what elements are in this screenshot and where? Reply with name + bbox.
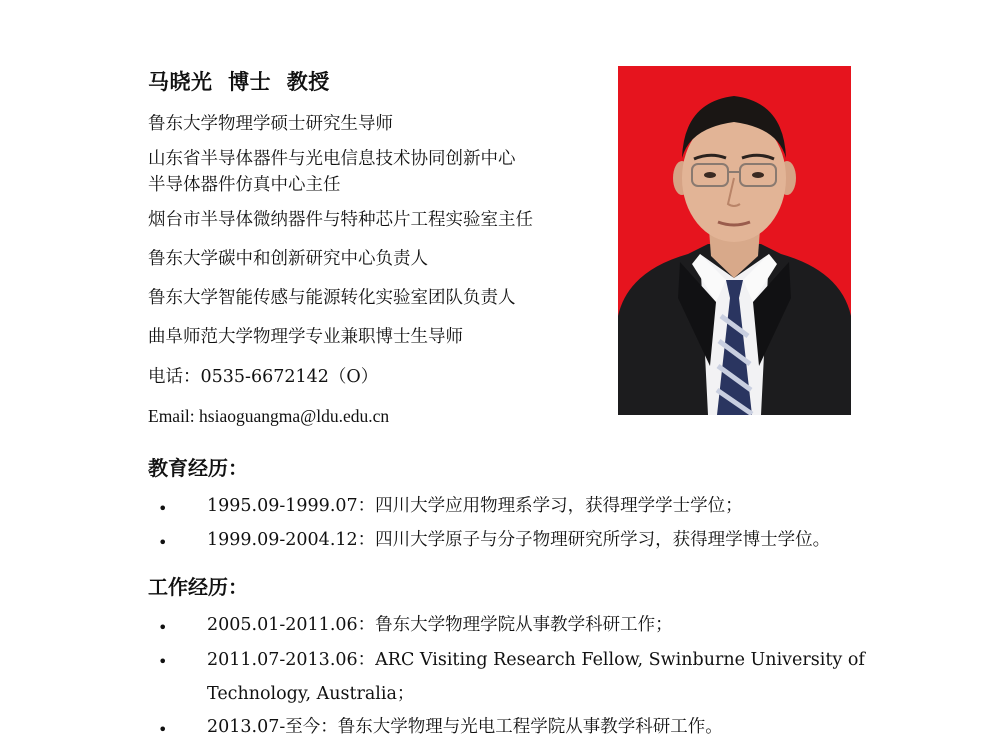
education-item-doctorate: 1999.09-2004.12：四川大学原子与分子物理研究所学习，获得理学博士学位。: [207, 530, 831, 550]
info-line-lab-director: 烟台市半导体微纳器件与特种芯片工程实验室主任: [148, 210, 533, 230]
education-heading: 教育经历：: [148, 456, 248, 480]
education-item-bachelor: 1995.09-1999.07：四川大学应用物理系学习，获得理学学士学位；: [207, 496, 743, 516]
education-bullet: •: [158, 499, 168, 518]
work-item-swinburne-line1: 2011.07-2013.06：ARC Visiting Research Fellow, Swinburne University of: [207, 650, 865, 670]
portrait-photo: [618, 66, 851, 415]
info-line-sensing-lab: 鲁东大学智能传感与能源转化实验室团队负责人: [148, 288, 516, 308]
info-line-center-2: 半导体器件仿真中心主任: [148, 175, 341, 195]
work-heading: 工作经历：: [148, 575, 248, 599]
email-line: Email: hsiaoguangma@ldu.edu.cn: [148, 406, 390, 426]
name-title: 马晓光 博士 教授: [148, 69, 330, 94]
phone-line: 电话：0535-6672142（O）: [148, 367, 379, 387]
info-line-carbon-center: 鲁东大学碳中和创新研究中心负责人: [148, 249, 428, 269]
work-item-swinburne-line2: Technology, Australia；: [207, 684, 415, 704]
work-bullet: •: [158, 720, 168, 739]
info-line-center-1: 山东省半导体器件与光电信息技术协同创新中心: [148, 149, 516, 169]
work-item-ldu-2005: 2005.01-2011.06：鲁东大学物理学院从事教学科研工作；: [207, 615, 673, 635]
work-bullet: •: [158, 652, 168, 671]
info-line-qfnu-supervisor: 曲阜师范大学物理学专业兼职博士生导师: [148, 327, 463, 347]
work-item-ldu-2013: 2013.07-至今：鲁东大学物理与光电工程学院从事教学科研工作。: [207, 717, 723, 737]
info-line-supervisor: 鲁东大学物理学硕士研究生导师: [148, 114, 393, 134]
work-bullet: •: [158, 618, 168, 637]
education-bullet: •: [158, 533, 168, 552]
